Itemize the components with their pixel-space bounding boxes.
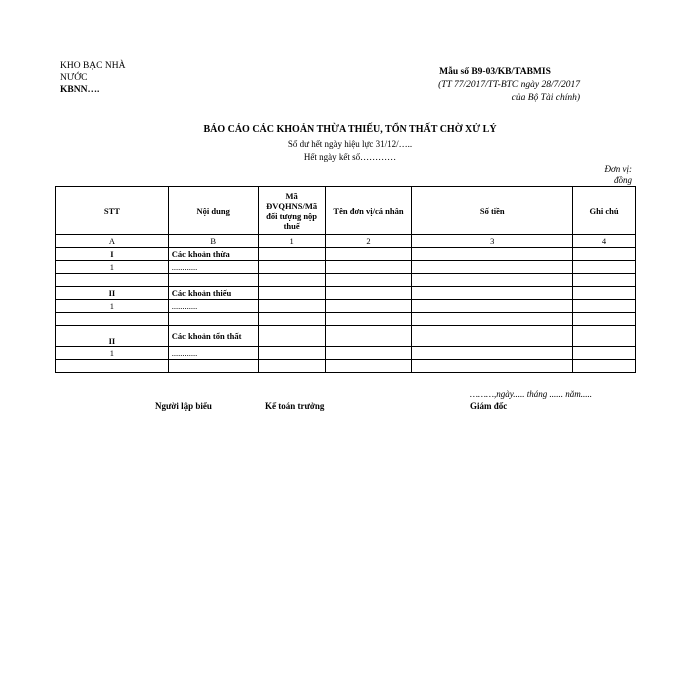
report-table <box>55 186 636 373</box>
table-row <box>56 248 636 261</box>
col-header-unit-name: Tên đơn vị/cá nhân <box>325 187 412 235</box>
treasury-header <box>60 60 150 96</box>
row-stt: II <box>56 326 169 347</box>
table-row <box>56 326 636 347</box>
index-cell: 1 <box>258 235 325 248</box>
row-content: Các khoản thừa <box>168 248 258 261</box>
table-row <box>56 261 636 274</box>
preparer-signature-label: Người lập biểu <box>155 401 212 411</box>
treasury-name: KHO BẠC NHÀ NƯỚC <box>60 61 126 83</box>
report-title: BÁO CÁO CÁC KHOẢN THỪA THIẾU, TỔN THẤT CHỜ XỬ LÝ <box>203 124 497 135</box>
index-cell: 3 <box>412 235 573 248</box>
signature-date: ………,ngày..... tháng ...... năm..... <box>470 389 593 399</box>
form-reference <box>410 66 580 105</box>
table-row <box>56 347 636 360</box>
table-row <box>56 287 636 300</box>
row-content <box>168 360 258 373</box>
treasury-branch: KBNN…. <box>60 85 100 95</box>
row-stt: 1 <box>56 261 169 274</box>
table-row <box>56 300 636 313</box>
table-row <box>56 360 636 373</box>
row-stt: I <box>56 248 169 261</box>
row-content: ............ <box>168 347 258 360</box>
index-cell: A <box>56 235 169 248</box>
accountant-signature-label: Kế toán trưởng <box>265 401 325 411</box>
row-content <box>168 313 258 326</box>
row-content: Các khoản thiếu <box>168 287 258 300</box>
col-header-stt: STT <box>56 187 169 235</box>
table-index-row <box>56 235 636 248</box>
row-stt: 1 <box>56 300 169 313</box>
table-row <box>56 313 636 326</box>
row-content <box>168 274 258 287</box>
row-content: ............ <box>168 261 258 274</box>
form-issuer: của Bộ Tài chính) <box>511 93 580 103</box>
row-stt: II <box>56 287 169 300</box>
index-cell: 4 <box>573 235 636 248</box>
index-cell: B <box>168 235 258 248</box>
row-stt <box>56 360 169 373</box>
col-header-content: Nội dung <box>168 187 258 235</box>
table-row <box>56 274 636 287</box>
index-cell: 2 <box>325 235 412 248</box>
report-balance-date: Số dư hết ngày hiệu lực 31/12/….. <box>287 139 413 149</box>
director-signature-label: Giám đốc <box>470 401 508 411</box>
row-content: Các khoản tổn thất <box>168 326 258 347</box>
form-circular: (TT 77/2017/TT-BTC ngày 28/7/2017 <box>438 80 580 90</box>
row-stt <box>56 274 169 287</box>
table-header-row <box>56 187 636 235</box>
col-header-code: Mã ĐVQHNS/Mã đối tượng nộp thuế <box>258 187 325 235</box>
row-stt: 1 <box>56 347 169 360</box>
row-content: ............ <box>168 300 258 313</box>
col-header-note: Ghi chú <box>573 187 636 235</box>
report-closing-date: Hết ngày kết số………… <box>303 152 397 162</box>
col-header-amount: Số tiền <box>412 187 573 235</box>
row-stt <box>56 313 169 326</box>
currency-unit: Đơn vị: đồng <box>604 164 632 185</box>
form-number: Mẫu số B9-03/KB/TABMIS <box>439 67 551 77</box>
